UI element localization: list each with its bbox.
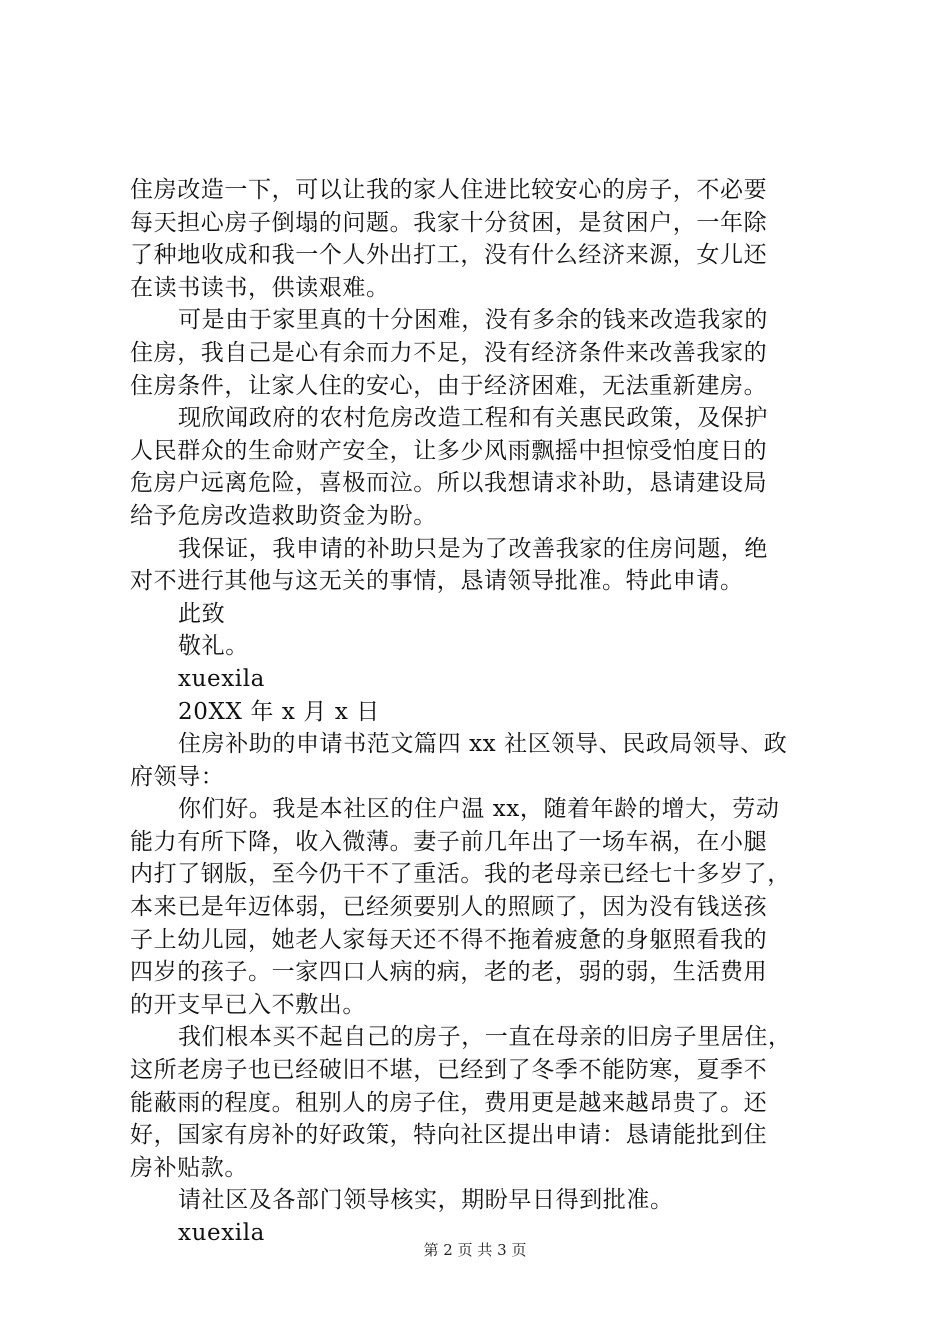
text-line: 给予危房改造救助资金为盼。 xyxy=(130,502,437,529)
text-line: 在读书读书，供读艰难。 xyxy=(130,274,390,301)
text-line: 本来已是年迈体弱，已经须要别人的照顾了，因为没有钱送孩 xyxy=(130,894,768,921)
text-line: xuexila xyxy=(178,665,265,692)
text-line: 可是由于家里真的十分困难，没有多余的钱来改造我家的 xyxy=(178,307,768,334)
text-line: 你们好。我是本社区的住户温 xx，随着年龄的增大，劳动 xyxy=(178,796,780,823)
text-line: 子上幼儿园，她老人家每天还不得不拖着疲惫的身躯照看我的 xyxy=(130,926,768,953)
text-line: 请社区及各部门领导核实，期盼早日得到批准。 xyxy=(178,1187,674,1214)
text-line: 内打了钢版，至今仍干不了重活。我的老母亲已经七十多岁了， xyxy=(130,861,791,888)
text-line: 20XX 年 x 月 x 日 xyxy=(178,698,380,725)
text-line: 的开支早已入不敷出。 xyxy=(130,991,366,1018)
text-line: 好，国家有房补的好政策，特向社区提出申请：恳请能批到住 xyxy=(130,1122,768,1149)
text-line: 住房改造一下，可以让我的家人住进比较安心的房子，不必要 xyxy=(130,177,768,203)
text-line: 敬礼。 xyxy=(178,633,249,660)
text-line: 现欣闻政府的农村危房改造工程和有关惠民政策，及保护 xyxy=(178,405,768,432)
text-line: 人民群众的生命财产安全，让多少风雨飘摇中担惊受怕度日的 xyxy=(130,437,768,464)
page-footer: 第 2 页 共 3 页 xyxy=(423,1241,527,1259)
text-line: 我保证，我申请的补助只是为了改善我家的住房问题，绝 xyxy=(178,535,768,562)
text-line: 危房户远离危险，喜极而泣。所以我想请求补助，恳请建设局 xyxy=(130,470,768,497)
text-line: 住房补助的申请书范文篇四 xx 社区领导、民政局领导、政 xyxy=(178,731,788,758)
text-line: 住房，我自己是心有余而力不足，没有经济条件来改善我家的 xyxy=(130,339,768,366)
document-body xyxy=(130,174,830,1250)
text-line: 府领导： xyxy=(130,763,225,790)
text-line: 对不进行其他与这无关的事情，恳请领导批准。特此申请。 xyxy=(130,568,744,595)
text-line: xuexila xyxy=(178,1220,265,1246)
text-line: 我们根本买不起自己的房子，一直在母亲的旧房子里居住， xyxy=(178,1024,792,1051)
text-line: 了种地收成和我一个人外出打工，没有什么经济来源，女儿还 xyxy=(130,242,768,269)
text-line: 此致 xyxy=(178,600,226,627)
text-line: 四岁的孩子。一家四口人病的病，老的老，弱的弱，生活费用 xyxy=(130,959,768,986)
text-line: 房补贴款。 xyxy=(130,1154,248,1181)
text-line: 这所老房子也已经破旧不堪，已经到了冬季不能防寒，夏季不 xyxy=(130,1057,768,1084)
text-line: 每天担心房子倒塌的问题。我家十分贫困，是贫困户，一年除 xyxy=(130,209,768,236)
text-line: 能力有所下降，收入微薄。妻子前几年出了一场车祸，在小腿 xyxy=(130,828,768,855)
text-line: 能蔽雨的程度。租别人的房子住，费用更是越来越昂贵了。还 xyxy=(130,1089,768,1116)
text-line: 住房条件，让家人住的安心，由于经济困难，无法重新建房。 xyxy=(130,372,768,399)
